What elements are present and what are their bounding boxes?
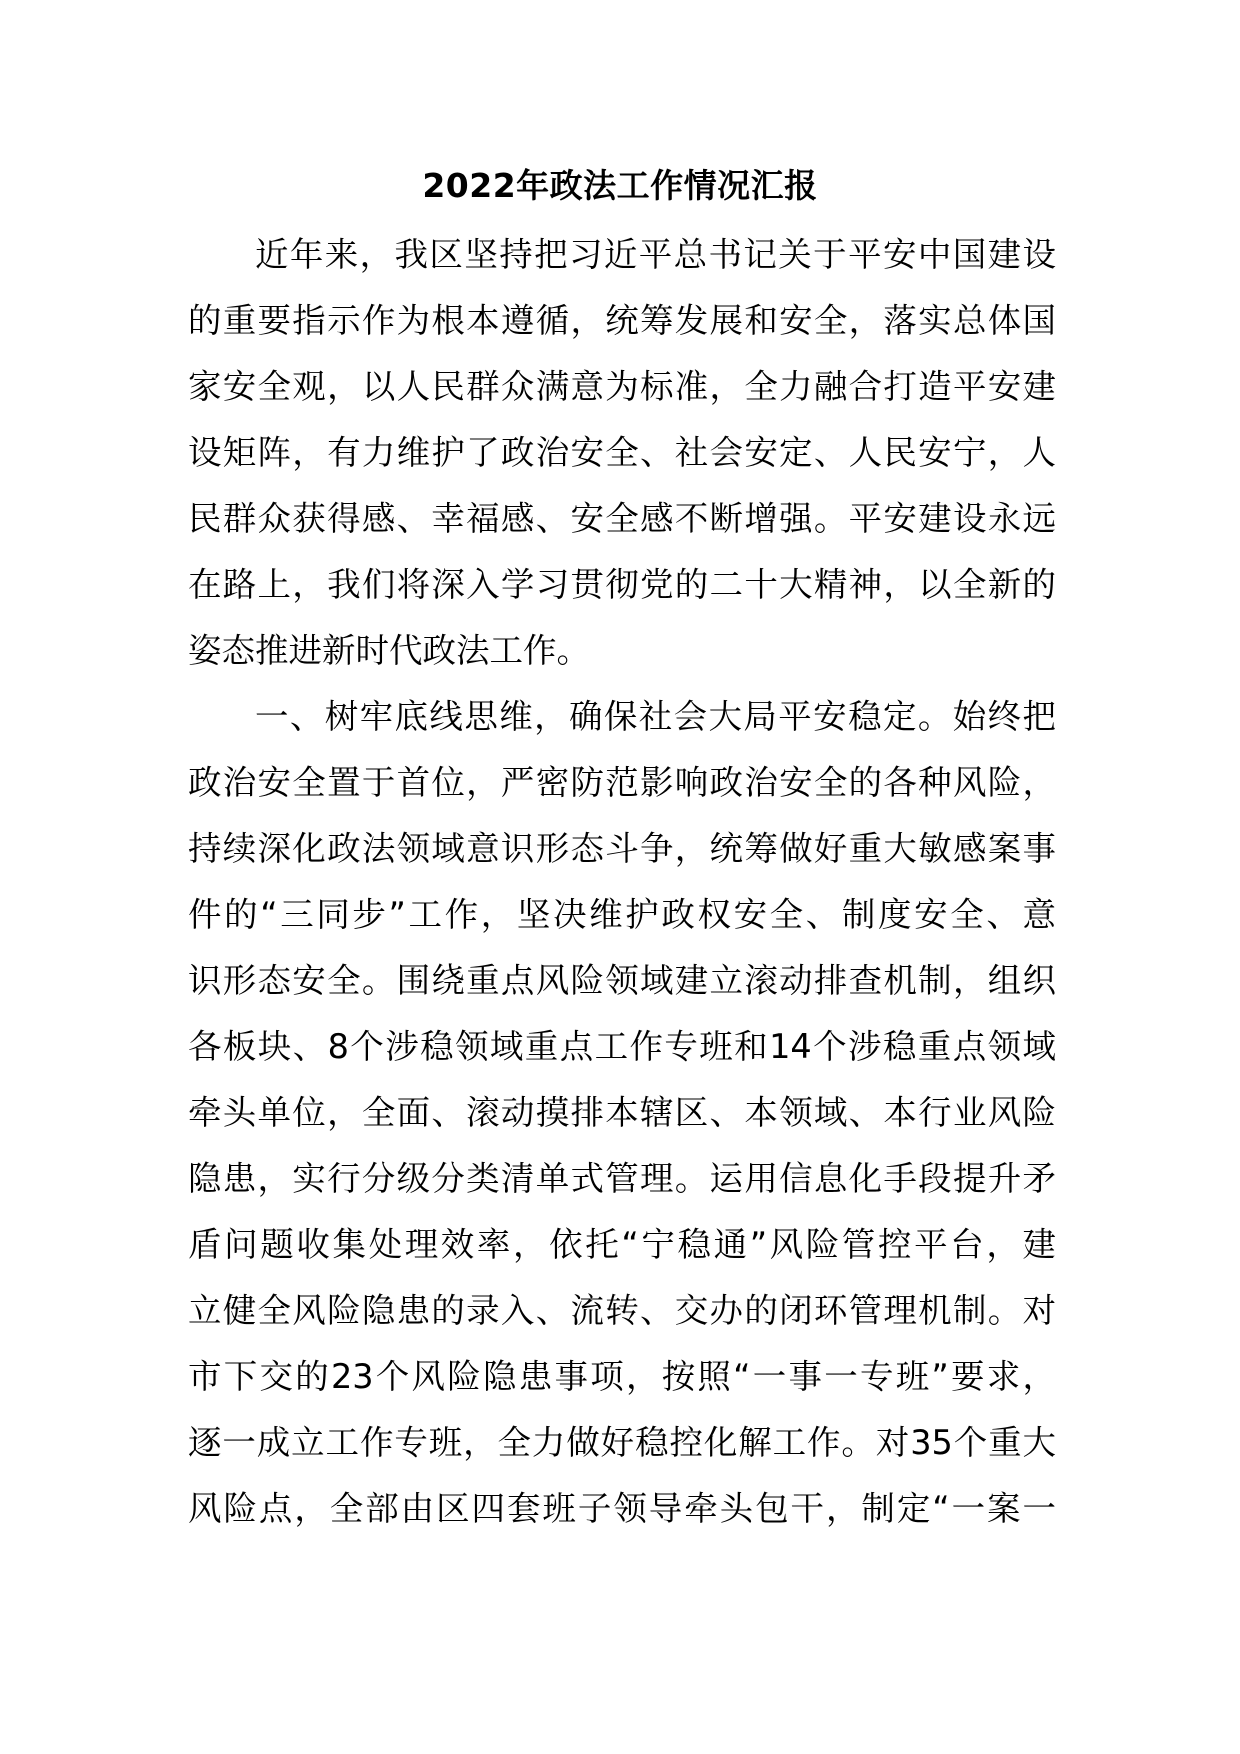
paragraph	[188, 684, 1056, 1542]
text-line: 牵头单位，全面、滚动摸排本辖区、本领域、本行业风险	[188, 1093, 1056, 1132]
text-line: 设矩阵，有力维护了政治安全、社会安定、人民安宁，人	[188, 433, 1056, 472]
paragraph	[188, 222, 1056, 684]
text-line: 家安全观，以人民群众满意为标准，全力融合打造平安建	[188, 367, 1056, 406]
text-line: 民群众获得感、幸福感、安全感不断增强。平安建设永远	[188, 499, 1056, 538]
text-line: 各板块、8个涉稳领域重点工作专班和14个涉稳重点领域	[188, 1027, 1056, 1066]
text-line: 持续深化政法领域意识形态斗争，统筹做好重大敏感案事	[188, 829, 1056, 868]
text-line: 政治安全置于首位，严密防范影响政治安全的各种风险，	[188, 763, 1056, 802]
text-line: 隐患，实行分级分类清单式管理。运用信息化手段提升矛	[188, 1159, 1056, 1198]
text-line: 一、树牢底线思维，确保社会大局平安稳定。始终把	[255, 697, 1056, 736]
text-line: 件的“三同步”工作，坚决维护政权安全、制度安全、意	[188, 895, 1056, 934]
text-line: 立健全风险隐患的录入、流转、交办的闭环管理机制。对	[188, 1291, 1056, 1330]
text-line: 盾问题收集处理效率，依托“宁稳通”风险管控平台，建	[188, 1225, 1056, 1264]
text-line: 姿态推进新时代政法工作。	[188, 631, 590, 670]
document-title: 2022年政法工作情况汇报	[422, 166, 818, 205]
text-line: 风险点，全部由区四套班子领导牵头包干，制定“一案一	[188, 1489, 1056, 1528]
text-line: 近年来，我区坚持把习近平总书记关于平安中国建设	[255, 235, 1056, 274]
text-line: 识形态安全。围绕重点风险领域建立滚动排查机制，组织	[188, 961, 1056, 1000]
text-line: 在路上，我们将深入学习贯彻党的二十大精神，以全新的	[188, 565, 1056, 604]
text-line: 逐一成立工作专班，全力做好稳控化解工作。对35个重大	[188, 1423, 1056, 1462]
document-body	[188, 222, 1056, 1542]
text-line: 市下交的23个风险隐患事项，按照“一事一专班”要求，	[188, 1357, 1056, 1396]
text-line: 的重要指示作为根本遵循，统筹发展和安全，落实总体国	[188, 301, 1056, 340]
